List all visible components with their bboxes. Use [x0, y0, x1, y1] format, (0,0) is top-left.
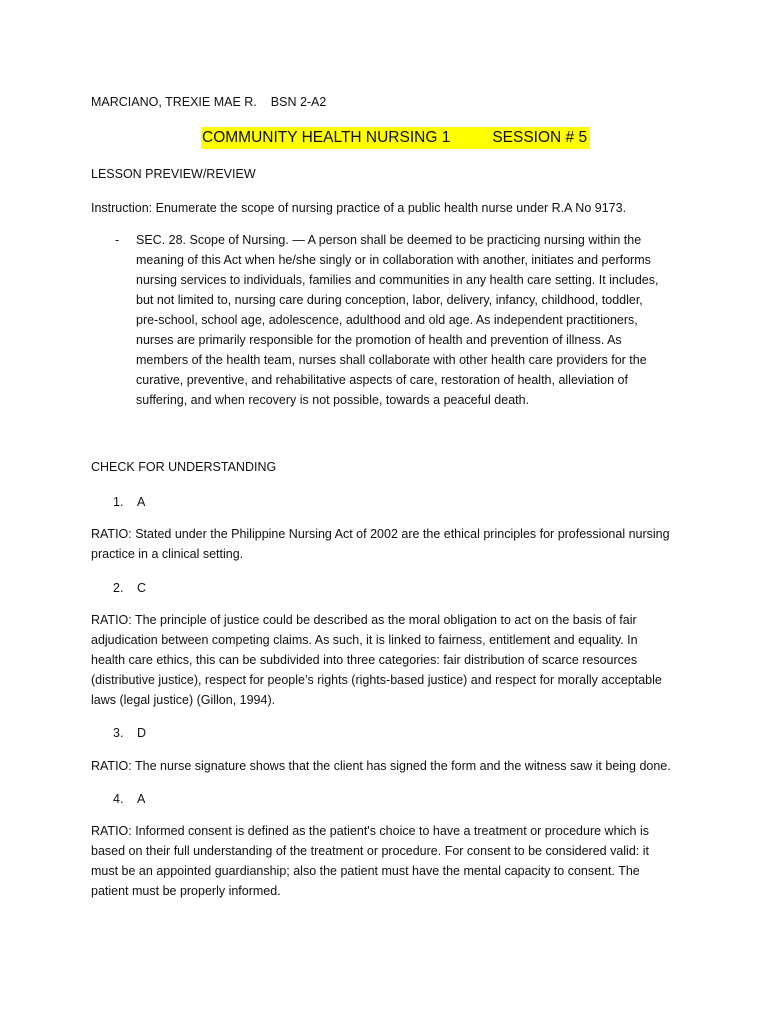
ratio-line: RATIO: Informed consent is defined as the patient's choice to have a treatment or procedure which is	[91, 824, 650, 838]
answer-letter: A	[137, 792, 146, 806]
ratio-line: practice in a clinical setting.	[91, 547, 244, 561]
scope-paragraph	[136, 230, 676, 410]
scope-line: nursing services to individuals, families and communities in any health care setting. It includes,	[136, 273, 659, 287]
check-heading: CHECK FOR UNDERSTANDING	[91, 460, 277, 474]
scope-bullet: -	[115, 233, 120, 247]
answer-number: 4.	[113, 792, 124, 806]
ratio-line: (distributive justice), respect for people’s rights (rights-based justice) and respect for morally acceptable	[91, 673, 662, 687]
student-header	[91, 92, 326, 112]
answer-number: 1.	[113, 495, 124, 509]
scope-line: nurses are primarily responsible for the promotion of health and prevention of illness. As	[136, 333, 622, 347]
answer-number: 2.	[113, 581, 124, 595]
instruction-text: Instruction: Enumerate the scope of nursing practice of a public health nurse under R.A No 9173.	[91, 201, 627, 215]
scope-line: pre-school, school age, adolescence, adulthood and old age. As independent practitioners,	[136, 313, 638, 327]
answer-item	[113, 578, 146, 598]
document-title	[201, 127, 590, 149]
student-name: MARCIANO, TREXIE MAE R.	[91, 95, 257, 109]
scope-line: meaning of this Act when he/she singly or in collaboration with another, initiates and performs	[136, 253, 651, 267]
ratio-paragraph	[91, 524, 691, 564]
ratio-line: RATIO: The nurse signature shows that the client has signed the form and the witness saw it being done.	[91, 759, 671, 773]
lesson-heading: LESSON PREVIEW/REVIEW	[91, 167, 256, 181]
scope-line: suffering, and when recovery is not possible, towards a peaceful death.	[136, 393, 530, 407]
answer-letter: D	[137, 726, 147, 740]
answer-number: 3.	[113, 726, 124, 740]
scope-line: members of the health team, nurses shall collaborate with other health care providers for the	[136, 353, 647, 367]
ratio-line: based on their full understanding of the treatment or procedure. For consent to be considered valid: it	[91, 844, 649, 858]
ratio-line: adjudication between competing claims. As such, it is linked to fairness, entitlement and equality. In	[91, 633, 638, 647]
answer-letter: C	[137, 581, 147, 595]
ratio-paragraph	[91, 821, 691, 901]
ratio-line: must be an appointed guardianship; also the patient must have the mental capacity to consent. The	[91, 864, 640, 878]
ratio-line: patient must be properly informed.	[91, 884, 281, 898]
session-number: SESSION # 5	[492, 129, 588, 146]
student-section: BSN 2-A2	[270, 95, 327, 109]
ratio-line: laws (legal justice) (Gillon, 1994).	[91, 693, 276, 707]
scope-line: but not limited to, nursing care during conception, labor, delivery, infancy, childhood, toddler,	[136, 293, 643, 307]
ratio-line: health care ethics, this can be subdivided into three categories: fair distribution of scarce resources	[91, 653, 638, 667]
ratio-paragraph	[91, 756, 691, 776]
answer-item	[113, 789, 145, 809]
answer-letter: A	[137, 495, 146, 509]
scope-line: SEC. 28. Scope of Nursing. — A person shall be deemed to be practicing nursing within the	[136, 233, 642, 247]
course-title: COMMUNITY HEALTH NURSING 1	[202, 129, 451, 146]
ratio-paragraph	[91, 610, 691, 710]
answer-item	[113, 723, 146, 743]
answer-item	[113, 492, 145, 512]
ratio-line: RATIO: The principle of justice could be described as the moral obligation to act on the basis of fair	[91, 613, 637, 627]
scope-line: curative, preventive, and rehabilitative aspects of care, restoration of health, alleviation of	[136, 373, 628, 387]
ratio-line: RATIO: Stated under the Philippine Nursing Act of 2002 are the ethical principles for professional nursing	[91, 527, 670, 541]
